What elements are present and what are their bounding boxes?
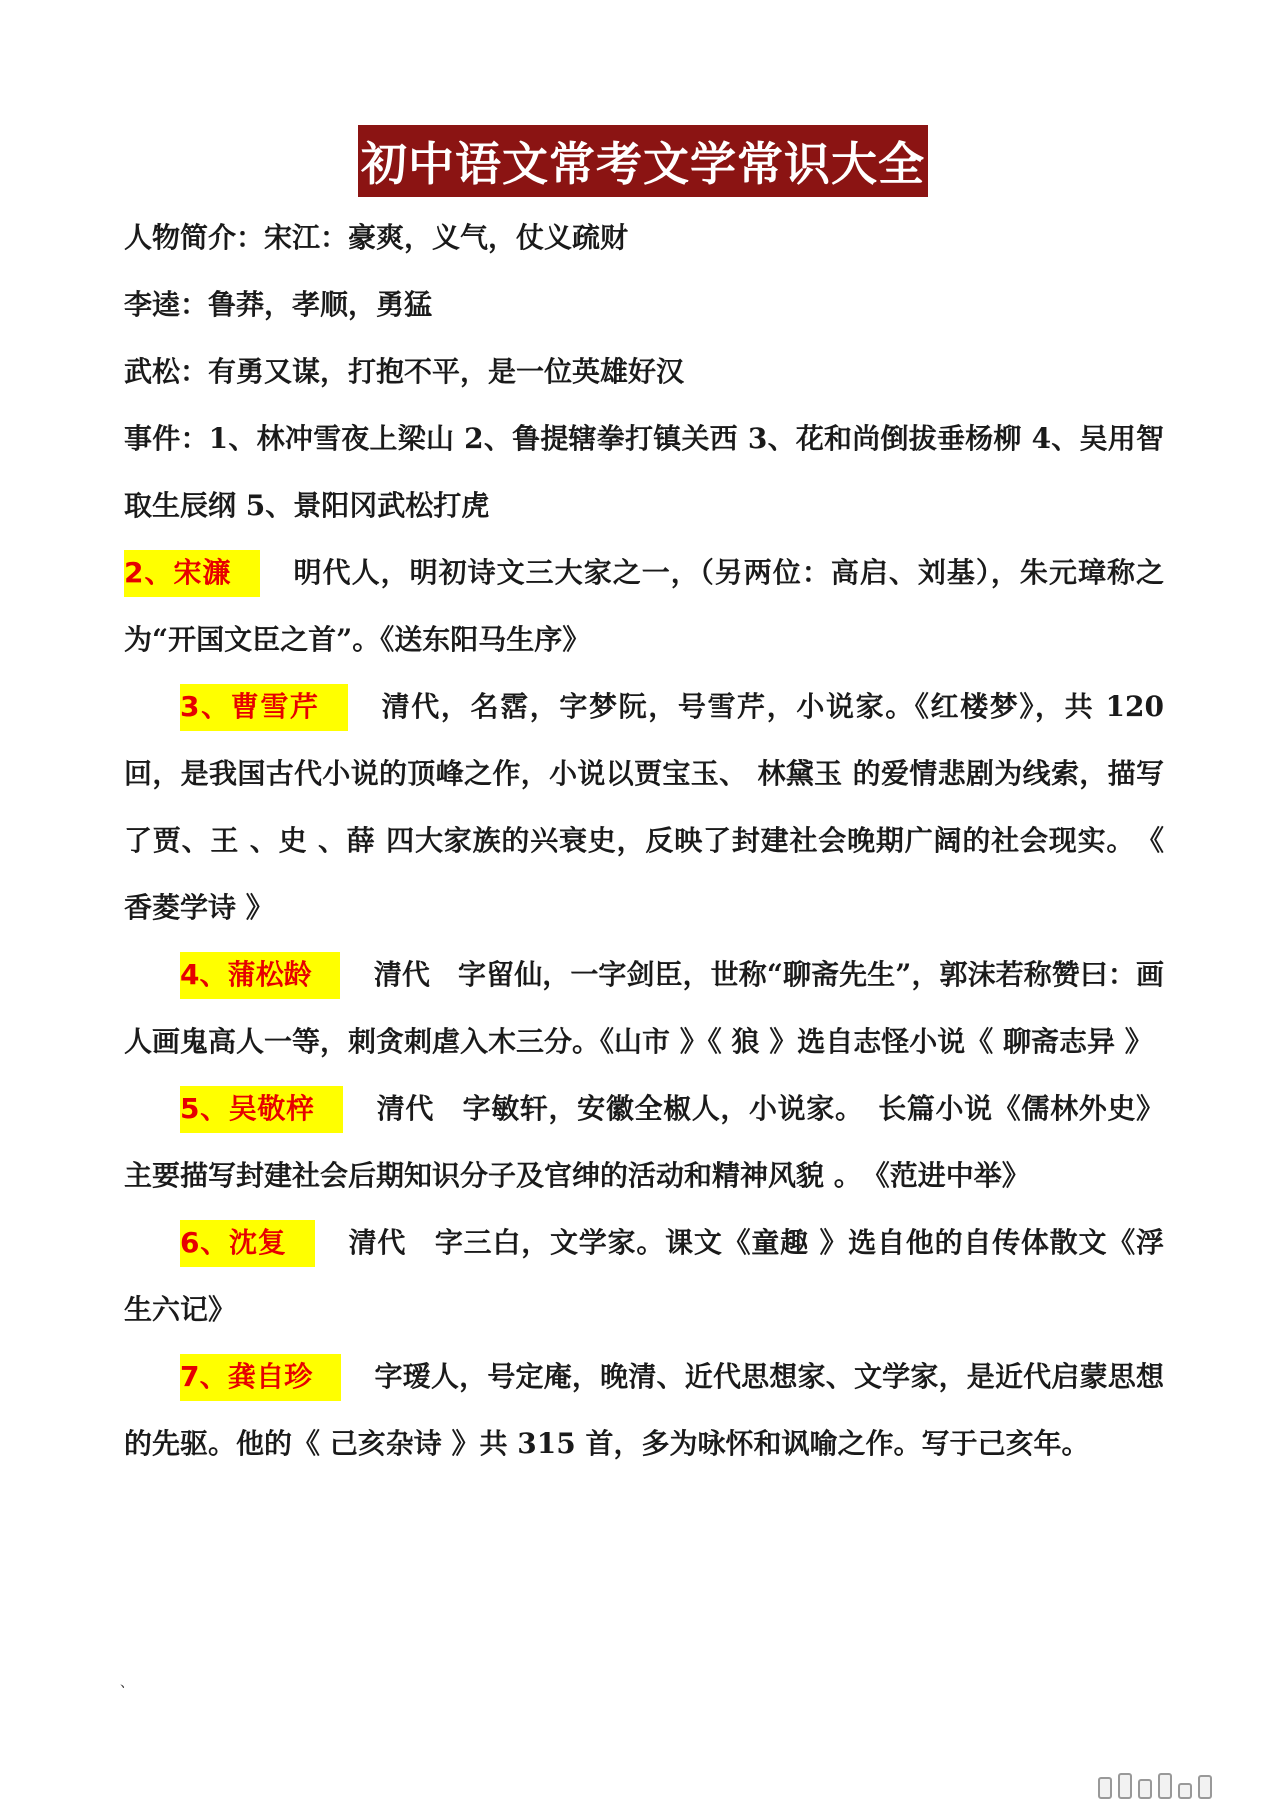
entry-heading: 3、曹雪芹 [180, 684, 348, 731]
entry-gong-zizhen [124, 1343, 1164, 1477]
bar-icon [1178, 1783, 1192, 1799]
paragraph-song-jiang: 人物简介：宋江：豪爽，义气，仗义疏财 [124, 221, 629, 254]
entry-heading: 5、吴敬梓 [180, 1086, 343, 1133]
entry-text: 清代，名霑，字梦阮，号雪芹，小说家。《红楼梦》，共 120 回，是我国古代小说的顶峰之作，小说以贾宝玉、 林黛玉 的爱情悲剧为线索，描写了贾、王 、史 、薛 四大家族的兴衰史，反映了封建社会晚期广阔的社会现实。 《 香菱学诗 》 [124, 690, 1165, 924]
bar-icon [1198, 1775, 1212, 1799]
paragraph-wu-song: 武松：有勇又谋，打抱不平，是一位英雄好汉 [124, 355, 685, 388]
entry-text: 清代 字留仙，一字剑臣，世称“聊斋先生”，郭沫若称赞曰：画人画鬼高人一等，刺贪刺虐入木三分。《山市 》《 狼 》选自志怪小说《 聊斋志异 》 [124, 958, 1165, 1058]
entry-heading: 7、龚自珍 [180, 1354, 341, 1401]
entry-text: 字瑷人，号定庵，晚清、近代思想家、文学家，是近代启蒙思想的先驱。他的《 己亥杂诗 》共 315 首，多为咏怀和讽喻之作。写于己亥年。 [124, 1360, 1164, 1460]
bar-icon [1138, 1779, 1152, 1799]
entry-heading: 4、蒲松龄 [180, 952, 340, 999]
paragraph-li-kui: 李逵：鲁莽，孝顺，勇猛 [124, 288, 433, 321]
document-body [124, 204, 1164, 1477]
entry-song-lian [124, 539, 1164, 673]
entry-text: 清代 字敏轩，安徽全椒人，小说家。 长篇小说《儒林外史》主要描写封建社会后期知识分子及官绅的活动和精神风貌 。 《范进中举》 [124, 1092, 1164, 1192]
bar-icon [1118, 1773, 1132, 1799]
entry-pu-songling [124, 941, 1164, 1075]
watermark-bars-icon [1098, 1775, 1212, 1799]
page-title: 初中语文常考文学常识大全 [361, 137, 925, 191]
bar-icon [1098, 1777, 1112, 1799]
bar-icon [1158, 1773, 1172, 1799]
entry-cao-xueqin [124, 673, 1164, 941]
entry-text: 明代人，明初诗文三大家之一，（另两位：高启、刘基），朱元璋称之为“开国文臣之首”。《送东阳马生序》 [124, 556, 1164, 656]
entry-shen-fu [124, 1209, 1164, 1343]
paragraph-events: 事件：1、林冲雪夜上梁山 2、鲁提辖拳打镇关西 3、花和尚倒拔垂杨柳 4、吴用智取生辰纲 5、景阳冈武松打虎 [124, 422, 1164, 522]
entry-heading: 6、沈复 [180, 1220, 315, 1267]
entry-heading: 2、宋濂 [124, 550, 260, 597]
entry-wu-jingzi [124, 1075, 1164, 1209]
stray-mark: 、 [120, 1675, 134, 1691]
title-banner [358, 125, 928, 197]
entry-text: 清代 字三白，文学家。课文《童趣 》选自他的自传体散文《浮生六记》 [124, 1226, 1164, 1326]
